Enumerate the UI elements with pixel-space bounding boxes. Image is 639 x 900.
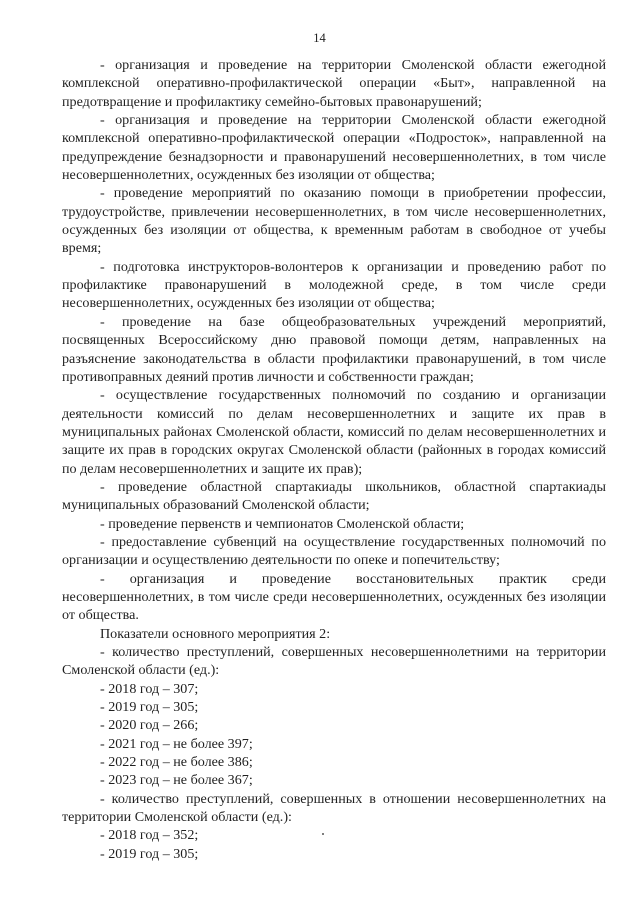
list-item: - 2019 год – 305; (100, 699, 199, 716)
paragraph-spartakiad: - проведение областной спартакиады школьников, областной спартакиады муниципальных образований Смоленской области; (62, 478, 606, 514)
paragraph-restorative-practices: - организация и проведение восстановительных практик среди несовершеннолетних, в том числе среди несовершеннолетних, осужденных без изоляции от общества. (62, 570, 606, 624)
list-item: - 2023 год – не более 367; (100, 772, 253, 789)
page-number: 14 (313, 31, 326, 45)
paragraph-employment-help: - проведение мероприятий по оказанию помощи в приобретении профессии, трудоустройстве, привлечении несовершеннолетних, в том числе несовершеннолетних, осужденных без изоляции от общества, к временным работам в свободное от учебы время; (62, 185, 606, 257)
paragraph-indicator-1-intro: - количество преступлений, совершенных несовершеннолетними на территории Смоленской области (ед.): (62, 644, 606, 679)
paragraph-subventions: - предоставление субвенций на осуществление государственных полномочий по организации и осуществлению деятельности по опеке и попечительству; (62, 533, 606, 569)
list-item: - 2020 год – 266; (100, 717, 199, 734)
paragraph-operation-podrostok: - организация и проведение на территории Смоленской области ежегодной комплексной оперативно-профилактической операции «Подросток», направленной на предупреждение безнадзорности и правонарушений несовершеннолетних, в том числе несовершеннолетних, осужденных без изоляции от общества; (62, 112, 606, 184)
list-item: - 2019 год – 305; (100, 845, 199, 862)
paragraph-operation-byt: - организация и проведение на территории Смоленской области ежегодной комплексной оперативно-профилактической операции «Быт», направленной на предотвращение и профилактику семейно-бытовых правонарушений; (62, 57, 606, 110)
paragraph-volunteer-instructors: - подготовка инструкторов-волонтеров к организации и проведению работ по профилактике правонарушений в молодежной среде, в том числе среди несовершеннолетних, осужденных без изоляции от общества; (62, 258, 606, 312)
list-item: - 2021 год – не более 397; (100, 735, 253, 752)
scan-speck (322, 833, 324, 835)
list-item: - 2022 год – не более 386; (100, 754, 253, 771)
paragraph-championships: - проведение первенств и чемпионатов Смоленской области; (100, 515, 465, 532)
list-item: - 2018 год – 307; (100, 680, 199, 697)
list-item: - 2018 год – 352; (100, 827, 199, 844)
document-body (62, 56, 606, 863)
paragraph-commissions: - осуществление государственных полномочий по созданию и организации деятельности комиссий по делам несовершеннолетних и защите их прав в муниципальных районах Смоленской области, комиссий по делам несовершеннолетних и защите их прав в городских округах Смоленской области (районных в городах комиссий по делам несовершеннолетних и защите их прав); (62, 387, 606, 477)
paragraph-legal-aid-day: - проведение на базе общеобразовательных учреждений мероприятий, посвященных Всероссийскому дню правовой помощи детям, направленных на разъяснение законодательства в области профилактики правонарушений, в том числе противоправных деяний против личности и собственности граждан; (62, 313, 606, 385)
paragraph-indicator-2-intro: - количество преступлений, совершенных в отношении несовершеннолетних на территории Смоленской области (ед.): (62, 790, 606, 826)
paragraph-indicators-heading: Показатели основного мероприятия 2: (100, 625, 331, 642)
